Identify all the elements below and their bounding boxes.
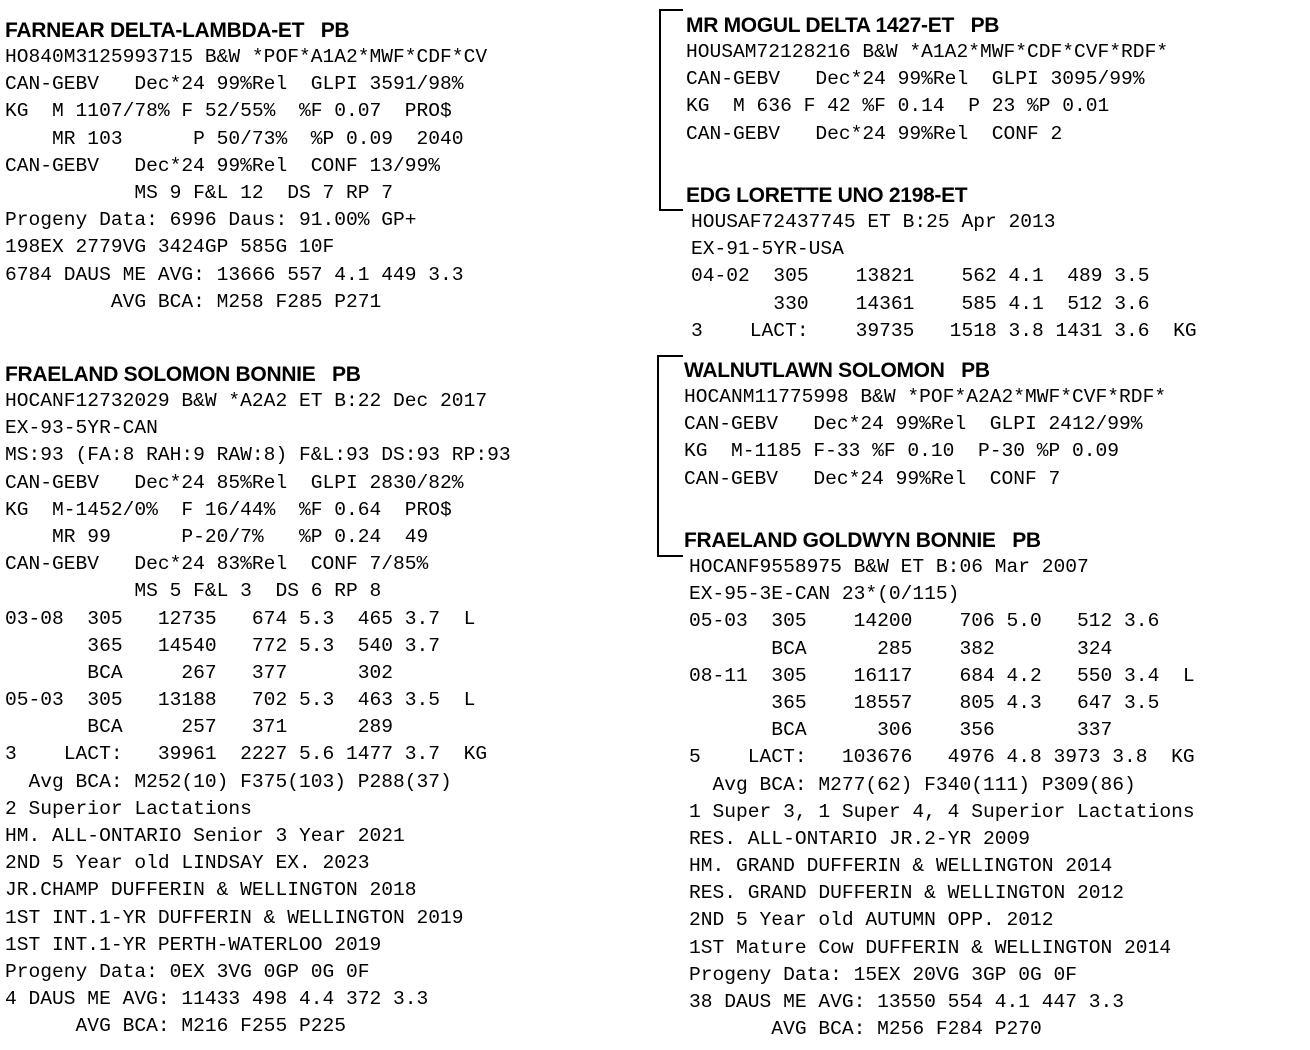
sire-sire-name: MR MOGUL DELTA 1427-ET PB — [686, 14, 1000, 37]
dam-sire-details — [684, 384, 1166, 493]
dam-details — [5, 388, 511, 1041]
sire-sire-details — [686, 39, 1168, 148]
record-line: CAN-GEBV Dec*24 99%Rel CONF 13/99% — [5, 154, 441, 177]
record-line: BCA 306 356 337 — [689, 719, 1113, 742]
record-line: HOUSAF72437745 ET B:25 Apr 2013 — [691, 211, 1056, 233]
record-line: CAN-GEBV Dec*24 99%Rel CONF 2 — [686, 122, 1063, 145]
record-line: HO840M3125993715 B&W *POF*A1A2*MWF*CDF*CV — [5, 46, 488, 68]
dam-dam-name: FRAELAND GOLDWYN BONNIE PB — [684, 529, 1041, 552]
sire-pedigree-bracket — [659, 9, 683, 211]
record-line: EX-95-3E-CAN 23*(0/115) — [689, 583, 960, 606]
dam-dam-block — [684, 527, 1195, 1043]
record-line: Progeny Data: 0EX 3VG 0GP 0G 0F — [5, 960, 370, 983]
record-line: 1ST Mature Cow DUFFERIN & WELLINGTON 2014 — [689, 936, 1172, 959]
sire-dam-block — [686, 182, 1197, 345]
record-line: AVG BCA: M256 F284 P270 — [689, 1018, 1042, 1041]
sire-details — [5, 44, 487, 316]
record-line: 08-11 305 16117 684 4.2 550 3.4 L — [689, 664, 1195, 687]
record-line: 1 Super 3, 1 Super 4, 4 Superior Lactations — [689, 800, 1195, 823]
dam-block — [5, 361, 511, 1041]
record-line: RES. GRAND DUFFERIN & WELLINGTON 2012 — [689, 882, 1125, 905]
record-line: MS 9 F&L 12 DS 7 RP 7 — [5, 181, 394, 204]
record-line: HOCANF12732029 B&W *A2A2 ET B:22 Dec 2017 — [5, 390, 488, 412]
record-line: MR 99 P-20/7% %P 0.24 49 — [5, 525, 429, 548]
record-line: 365 14540 772 5.3 540 3.7 — [5, 634, 441, 657]
record-line: 3 LACT: 39735 1518 3.8 1431 3.6 KG — [691, 319, 1197, 342]
record-line: 2ND 5 Year old AUTUMN OPP. 2012 — [689, 909, 1054, 932]
record-line: HM. GRAND DUFFERIN & WELLINGTON 2014 — [689, 855, 1113, 878]
record-line: BCA 285 382 324 — [689, 637, 1113, 660]
record-line: 330 14361 585 4.1 512 3.6 — [691, 292, 1150, 315]
record-line: MS 5 F&L 3 DS 6 RP 8 — [5, 580, 382, 603]
record-line: RES. ALL-ONTARIO JR.2-YR 2009 — [689, 827, 1030, 850]
record-line: 4 DAUS ME AVG: 11433 498 4.4 372 3.3 — [5, 988, 429, 1011]
dam-sire-name: WALNUTLAWN SOLOMON PB — [684, 359, 990, 382]
record-line: 3 LACT: 39961 2227 5.6 1477 3.7 KG — [5, 743, 488, 766]
sire-sire-block — [686, 12, 1168, 148]
record-line: JR.CHAMP DUFFERIN & WELLINGTON 2018 — [5, 879, 417, 902]
record-line: KG M-1452/0% F 16/44% %F 0.64 PRO$ — [5, 498, 452, 521]
record-line: HOCANM11775998 B&W *POF*A2A2*MWF*CVF*RDF* — [684, 386, 1167, 408]
record-line: CAN-GEBV Dec*24 85%Rel GLPI 2830/82% — [5, 471, 464, 494]
record-line: CAN-GEBV Dec*24 99%Rel CONF 7 — [684, 467, 1061, 490]
record-line: KG M-1185 F-33 %F 0.10 P-30 %P 0.09 — [684, 440, 1120, 463]
record-line: HOUSAM72128216 B&W *A1A2*MWF*CDF*CVF*RDF* — [686, 41, 1169, 63]
record-line: CAN-GEBV Dec*24 99%Rel GLPI 3591/98% — [5, 73, 464, 96]
sire-block — [5, 17, 487, 316]
record-line: 365 18557 805 4.3 647 3.5 — [689, 691, 1160, 714]
record-line: 04-02 305 13821 562 4.1 489 3.5 — [691, 265, 1150, 288]
record-line: AVG BCA: M258 F285 P271 — [5, 290, 382, 313]
record-line: HM. ALL-ONTARIO Senior 3 Year 2021 — [5, 825, 405, 847]
record-line: Avg BCA: M277(62) F340(111) P309(86) — [689, 773, 1136, 796]
record-line: 2 Superior Lactations — [5, 797, 252, 820]
record-line: KG M 1107/78% F 52/55% %F 0.07 PRO$ — [5, 100, 452, 123]
record-line: 5 LACT: 103676 4976 4.8 3973 3.8 KG — [689, 746, 1195, 769]
record-line: 198EX 2779VG 3424GP 585G 10F — [5, 236, 335, 259]
record-line: 2ND 5 Year old LINDSAY EX. 2023 — [5, 852, 370, 875]
record-line: EX-93-5YR-CAN — [5, 417, 158, 440]
record-line: 05-03 305 14200 706 5.0 512 3.6 — [689, 610, 1160, 633]
dam-pedigree-bracket — [657, 355, 683, 557]
record-line: CAN-GEBV Dec*24 99%Rel GLPI 3095/99% — [686, 68, 1145, 91]
record-line: Avg BCA: M252(10) F375(103) P288(37) — [5, 770, 452, 793]
dam-name: FRAELAND SOLOMON BONNIE PB — [5, 363, 361, 386]
record-line: BCA 267 377 302 — [5, 661, 394, 684]
record-line: 03-08 305 12735 674 5.3 465 3.7 L — [5, 607, 476, 630]
record-line: 38 DAUS ME AVG: 13550 554 4.1 447 3.3 — [689, 991, 1125, 1013]
record-line: CAN-GEBV Dec*24 83%Rel CONF 7/85% — [5, 553, 429, 576]
dam-dam-details — [684, 554, 1195, 1043]
sire-dam-details — [686, 209, 1197, 345]
record-line: MS:93 (FA:8 RAH:9 RAW:8) F&L:93 DS:93 RP:93 — [5, 444, 511, 467]
record-line: HOCANF9558975 B&W ET B:06 Mar 2007 — [689, 556, 1089, 578]
record-line: BCA 257 371 289 — [5, 716, 394, 739]
record-line: KG M 636 F 42 %F 0.14 P 23 %P 0.01 — [686, 95, 1110, 118]
record-line: 1ST INT.1-YR PERTH-WATERLOO 2019 — [5, 933, 382, 956]
record-line: EX-91-5YR-USA — [691, 238, 844, 261]
record-line: CAN-GEBV Dec*24 99%Rel GLPI 2412/99% — [684, 413, 1143, 436]
record-line: 05-03 305 13188 702 5.3 463 3.5 L — [5, 689, 476, 712]
sire-name: FARNEAR DELTA-LAMBDA-ET PB — [5, 19, 350, 42]
record-line: 6784 DAUS ME AVG: 13666 557 4.1 449 3.3 — [5, 263, 464, 286]
sire-dam-name: EDG LORETTE UNO 2198-ET — [686, 184, 968, 207]
record-line: MR 103 P 50/73% %P 0.09 2040 — [5, 127, 464, 150]
dam-sire-block — [684, 357, 1166, 493]
record-line: AVG BCA: M216 F255 P225 — [5, 1015, 346, 1038]
record-line: Progeny Data: 6996 Daus: 91.00% GP+ — [5, 209, 417, 232]
record-line: 1ST INT.1-YR DUFFERIN & WELLINGTON 2019 — [5, 906, 464, 929]
record-line: Progeny Data: 15EX 20VG 3GP 0G 0F — [689, 963, 1078, 986]
